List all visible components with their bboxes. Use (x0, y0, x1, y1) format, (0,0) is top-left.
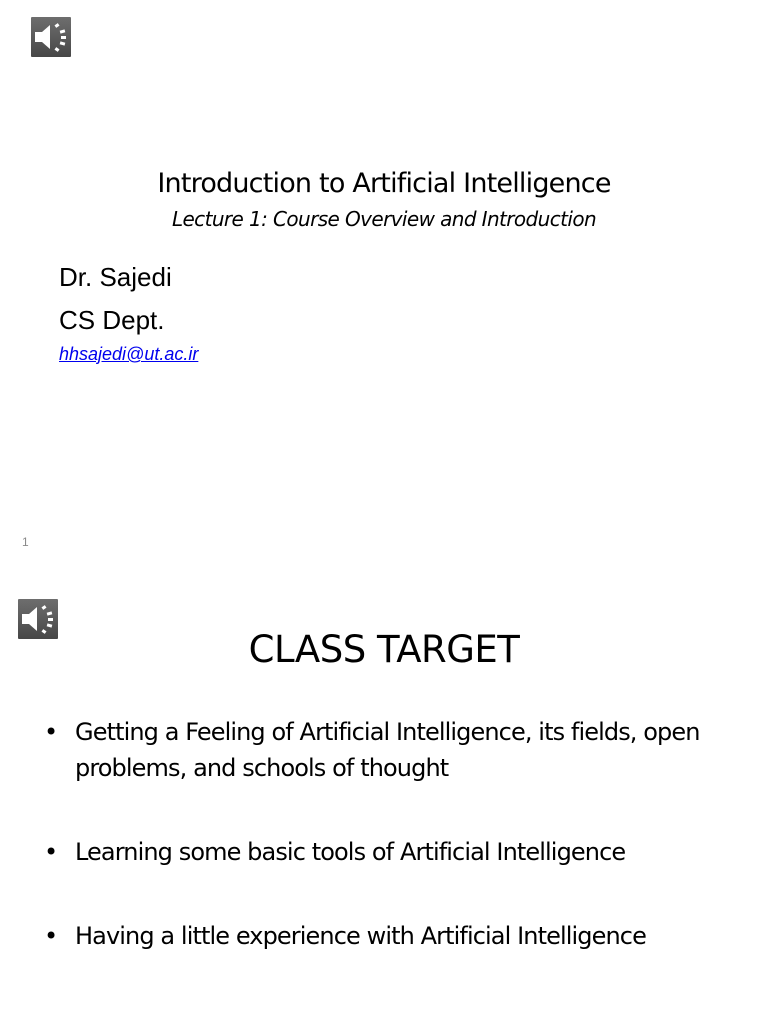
slide-title: Introduction to Artificial Intelligence (157, 168, 611, 199)
bullet-text: Learning some basic tools of Artificial Intelligence (75, 838, 626, 866)
bullet-symbol: • (44, 838, 58, 866)
bullet-symbol: • (44, 922, 58, 950)
bullet-text: Having a little experience with Artificial Intelligence (75, 922, 646, 950)
bullet-item (44, 714, 744, 786)
presenter-email-link[interactable]: hhsajedi@ut.ac.ir (59, 344, 199, 364)
page-number: 1 (22, 535, 29, 549)
bullet-list (44, 714, 744, 1002)
bullet-symbol: • (44, 718, 58, 746)
bullet-item (44, 834, 744, 870)
bullet-text: Getting a Feeling of Artificial Intelligence, its fields, open problems, and schools of thought (75, 718, 700, 782)
bullet-item (44, 918, 744, 954)
slide-subtitle: Lecture 1: Course Overview and Introduction (171, 207, 597, 231)
presenter-department: CS Dept. (59, 305, 165, 335)
presenter-name: Dr. Sajedi (59, 262, 172, 292)
speaker-sound-icon[interactable] (31, 17, 71, 57)
slide-title: CLASS TARGET (248, 628, 520, 671)
slide-2 (0, 578, 768, 1024)
